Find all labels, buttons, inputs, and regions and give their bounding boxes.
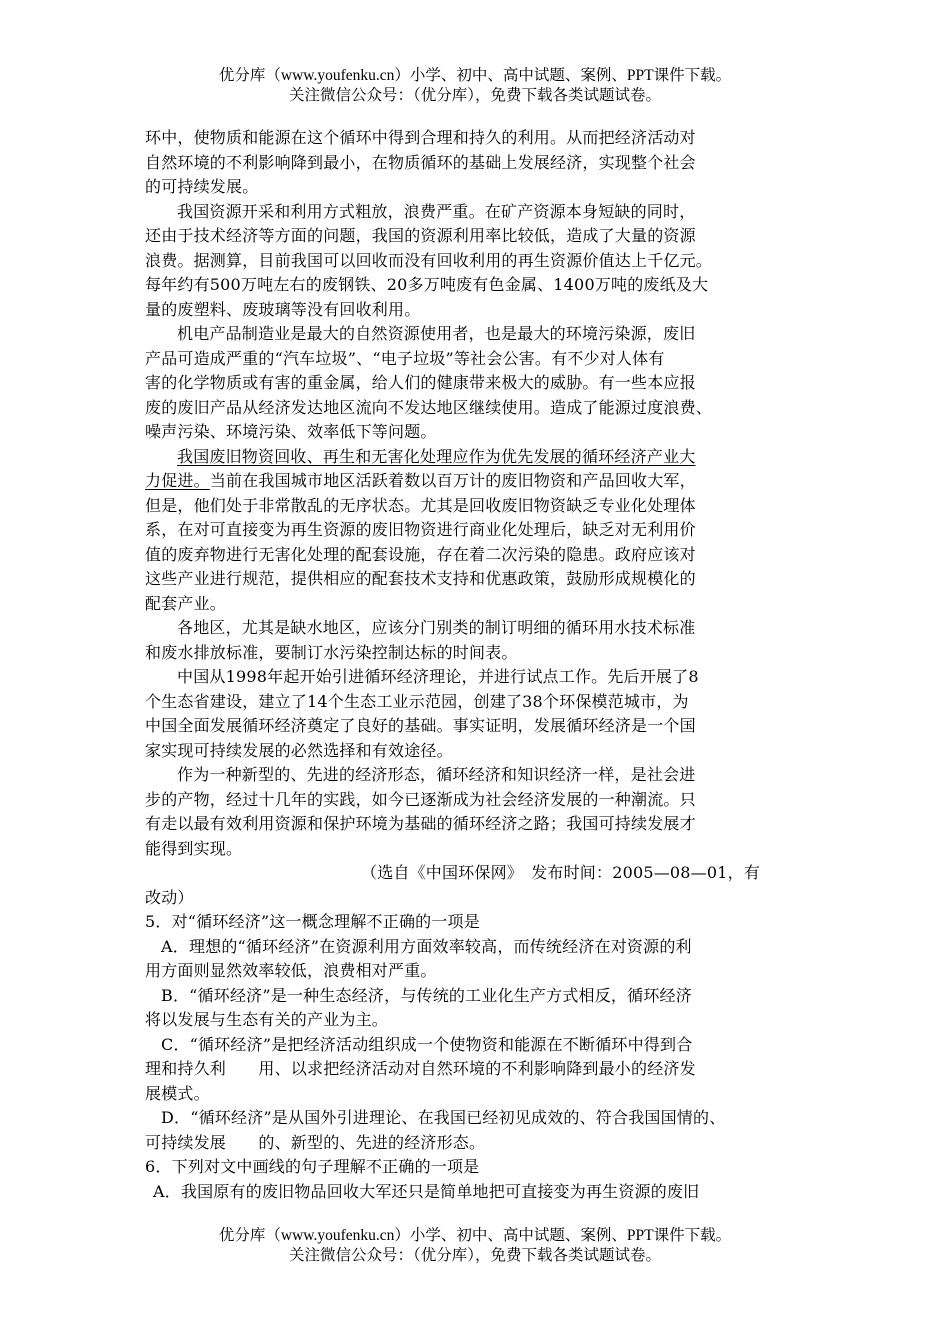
header-line-1: 优分库（www.youfenku.cn）小学、初中、高中试题、案例、PPT课件下载。 xyxy=(218,67,732,84)
text-line xyxy=(145,469,809,494)
text-line: 改动） xyxy=(145,887,194,907)
answer-option: B．“循环经济”是一种生态经济，与传统的工业化生产方式相反，循环经济 xyxy=(161,985,692,1005)
text-line: 浪费。据测算，目前我国可以回收而没有回收利用的再生资源价值达上千亿元。 xyxy=(145,250,713,270)
text-line: 量的废塑料、废玻璃等没有回收利用。 xyxy=(145,299,421,319)
sentence-text: 当前在我国城市地区活跃着数以百万计的废旧物资和产品回收大军， xyxy=(209,471,696,490)
text-line: 产品可造成严重的“汽车垃圾”、“电子垃圾”等社会公害。有不少对人体有 xyxy=(145,348,665,368)
page-header xyxy=(0,66,950,106)
text-line: 害的化学物质或有害的重金属，给人们的健康带来极大的威胁。有一些本应报 xyxy=(145,373,696,392)
answer-option: A．理想的“循环经济”在资源利用方面效率较高，而传统经济在对资源的利 xyxy=(161,936,692,956)
footer-line-2: 关注微信公众号：（优分库），免费下载各类试题试卷。 xyxy=(288,1247,661,1264)
source-citation: （选自《中国环保网》 发布时间：2005—08—01，有 xyxy=(361,863,761,882)
text-line: 有走以最有效利用资源和保护环境为基础的循环经济之路；我国可持续发展才 xyxy=(145,814,696,833)
text-line: 用方面则显然效率较低，浪费相对严重。 xyxy=(145,961,437,980)
text-line: 的可持续发展。 xyxy=(145,177,259,196)
text-line: 每年约有500万吨左右的废钢铁、20多万吨废有色金属、1400万吨的废纸及大 xyxy=(145,275,709,294)
text-line: 个生态省建设，建立了14个生态工业示范园，创建了38个环保模范城市，为 xyxy=(145,691,689,711)
text-line: 能得到实现。 xyxy=(145,838,243,858)
text-line: 理和持久利 用、以求把经济活动对自然环境的不利影响降到最小的经济发 xyxy=(145,1059,696,1078)
text-line: 但是，他们处于非常散乱的无序状态。尤其是回收废旧物资缺乏专业化处理体 xyxy=(145,495,696,515)
text-line: 自然环境的不利影响降到最小，在物质循环的基础上发展经济，实现整个社会 xyxy=(145,152,696,172)
text-line: 环中，使物质和能源在这个循环中得到合理和持久的利用。从而把经济活动对 xyxy=(145,128,696,147)
text-line: 这些产业进行规范，提供相应的配套技术支持和优惠政策，鼓励形成规模化的 xyxy=(145,569,696,588)
text-line: 噪声污染、环境污染、效率低下等问题。 xyxy=(145,422,437,441)
text-line: 展模式。 xyxy=(145,1083,210,1103)
text-line: 我国资源开采和利用方式粗放，浪费严重。在矿产资源本身短缺的同时， xyxy=(177,201,696,221)
text-line: 将以发展与生态有关的产业为主。 xyxy=(145,1010,389,1029)
text-line: 配套产业。 xyxy=(145,593,227,613)
answer-option: C．“循环经济”是把经济活动组织成一个使物资和能源在不断循环中得到合 xyxy=(161,1034,693,1054)
text-line xyxy=(145,445,809,470)
page-footer xyxy=(0,1226,950,1266)
header-line-2: 关注微信公众号：（优分库），免费下载各类试题试卷。 xyxy=(288,87,661,104)
footer-line-1: 优分库（www.youfenku.cn）小学、初中、高中试题、案例、PPT课件下载。 xyxy=(218,1227,732,1244)
underlined-sentence: 我国废旧物资回收、再生和无害化处理应作为优先发展的循环经济产业大 xyxy=(177,446,696,466)
text-line: 可持续发展 的、新型的、先进的经济形态。 xyxy=(145,1132,486,1152)
answer-option: A．我国原有的废旧物品回收大军还只是简单地把可直接变为再生资源的废旧 xyxy=(153,1181,700,1201)
text-line: 各地区，尤其是缺水地区，应该分门别类的制订明细的循环用水技术标准 xyxy=(177,618,696,637)
text-line: 中国从1998年起开始引进循环经济理论，并进行试点工作。先后开展了8 xyxy=(177,667,699,686)
answer-option: D．“循环经济”是从国外引进理论、在我国已经初见成效的、符合我国国情的、 xyxy=(161,1108,726,1127)
text-line: 系，在对可直接变为再生资源的废旧物资进行商业化处理后，缺乏对无利用价 xyxy=(145,520,696,539)
text-line: 6．下列对文中画线的句子理解不正确的一项是 xyxy=(145,1157,480,1176)
text-line: 还由于技术经济等方面的问题，我国的资源利用率比较低，造成了大量的资源 xyxy=(145,226,696,245)
text-line: 步的产物，经过十几年的实践，如今已逐渐成为社会经济发展的一种潮流。只 xyxy=(145,789,696,809)
text-line: 家实现可持续发展的必然选择和有效途径。 xyxy=(145,740,453,760)
underlined-sentence: 力促进。 xyxy=(145,471,210,490)
document-body xyxy=(145,126,809,1204)
text-line: 和废水排放标准，要制订水污染控制达标的时间表。 xyxy=(145,642,518,662)
text-line: 机电产品制造业是最大的自然资源使用者，也是最大的环境污染源，废旧 xyxy=(177,324,696,343)
text-line: 值的废弃物进行无害化处理的配套设施，存在着二次污染的隐患。政府应该对 xyxy=(145,544,696,564)
text-line: 中国全面发展循环经济奠定了良好的基础。事实证明，发展循环经济是一个国 xyxy=(145,716,696,735)
text-line: 废的废旧产品从经济发达地区流向不发达地区继续使用。造成了能源过度浪费、 xyxy=(145,397,713,417)
text-line: 作为一种新型的、先进的经济形态，循环经济和知识经济一样，是社会进 xyxy=(177,765,696,784)
text-line: 5．对“循环经济”这一概念理解不正确的一项是 xyxy=(145,912,480,931)
